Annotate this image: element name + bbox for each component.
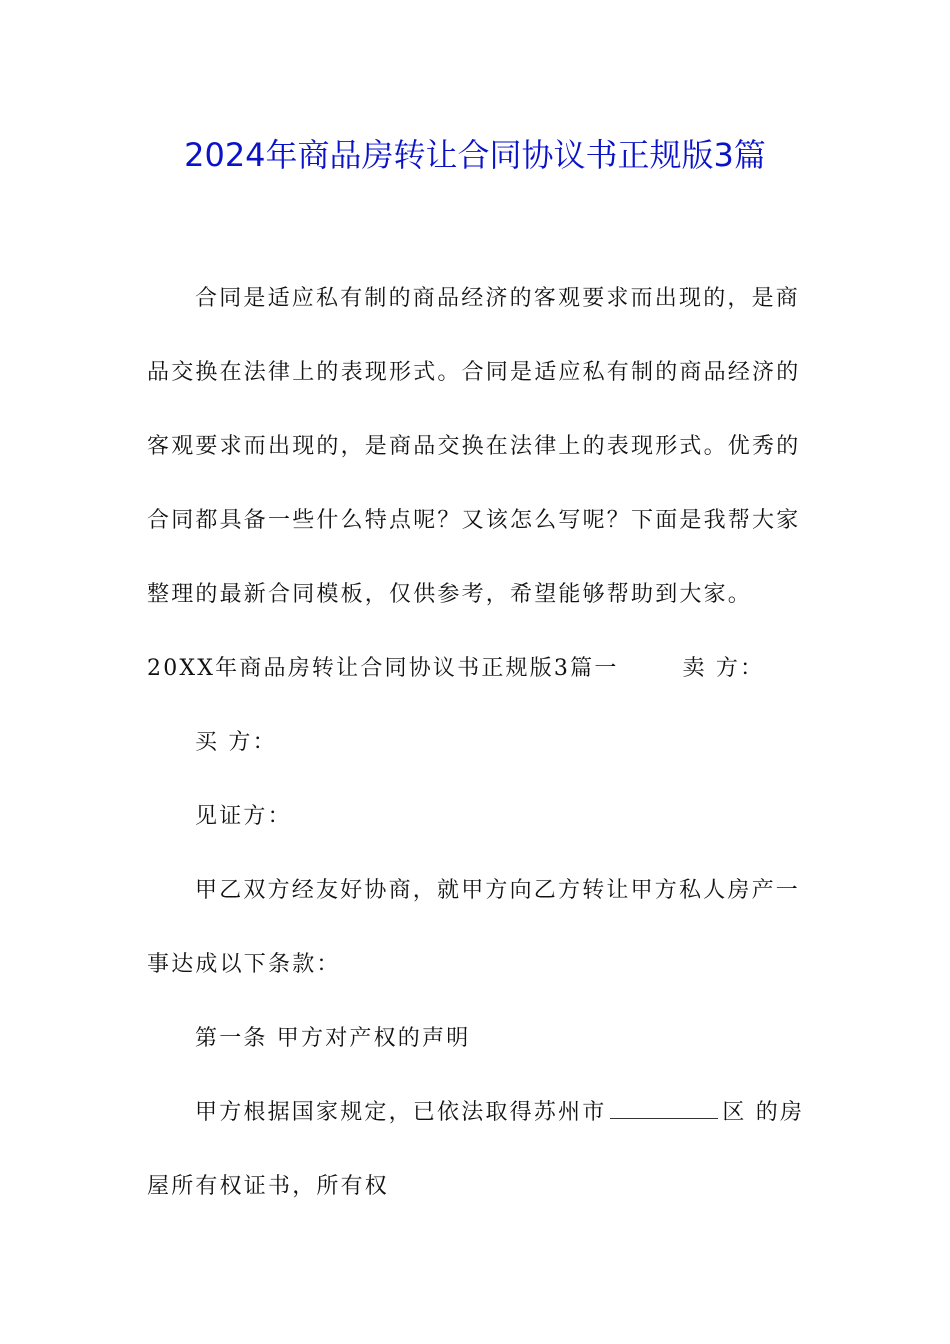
buyer-label: 买 方：: [195, 730, 277, 755]
document-body: [147, 262, 807, 1224]
seller-label: 卖 方：: [682, 656, 765, 681]
article-one-title: 第一条 甲方对产权的声明: [195, 1026, 471, 1051]
article-one-text-b: 区 的房屋所有权证书，所有权: [147, 1100, 805, 1199]
fill-in-blank-line: [610, 1100, 718, 1119]
witness-label: 见证方：: [195, 804, 292, 829]
article-one-paragraph: [147, 1076, 807, 1224]
intro-paragraph: 合同是适应私有制的商品经济的客观要求而出现的，是商品交换在法律上的表现形式。合同是适应私有制的商品经济的客观要求而出现的，是商品交换在法律上的表现形式。优秀的合同都具备一些什么特点呢？又该怎么写呢？下面是我帮大家整理的最新合同模板，仅供参考，希望能够帮助到大家。: [147, 286, 801, 607]
section-heading: 20XX年商品房转让合同协议书正规版3篇一: [147, 656, 619, 681]
article-one-text-a: 甲方根据国家规定，已依法取得苏州市: [195, 1100, 607, 1125]
document-title: 2024年商品房转让合同协议书正规版3篇: [184, 136, 766, 174]
section-heading-line: [147, 632, 807, 706]
agreement-paragraph: 甲乙双方经友好协商，就甲方向乙方转让甲方私人房产一事达成以下条款：: [147, 878, 801, 977]
